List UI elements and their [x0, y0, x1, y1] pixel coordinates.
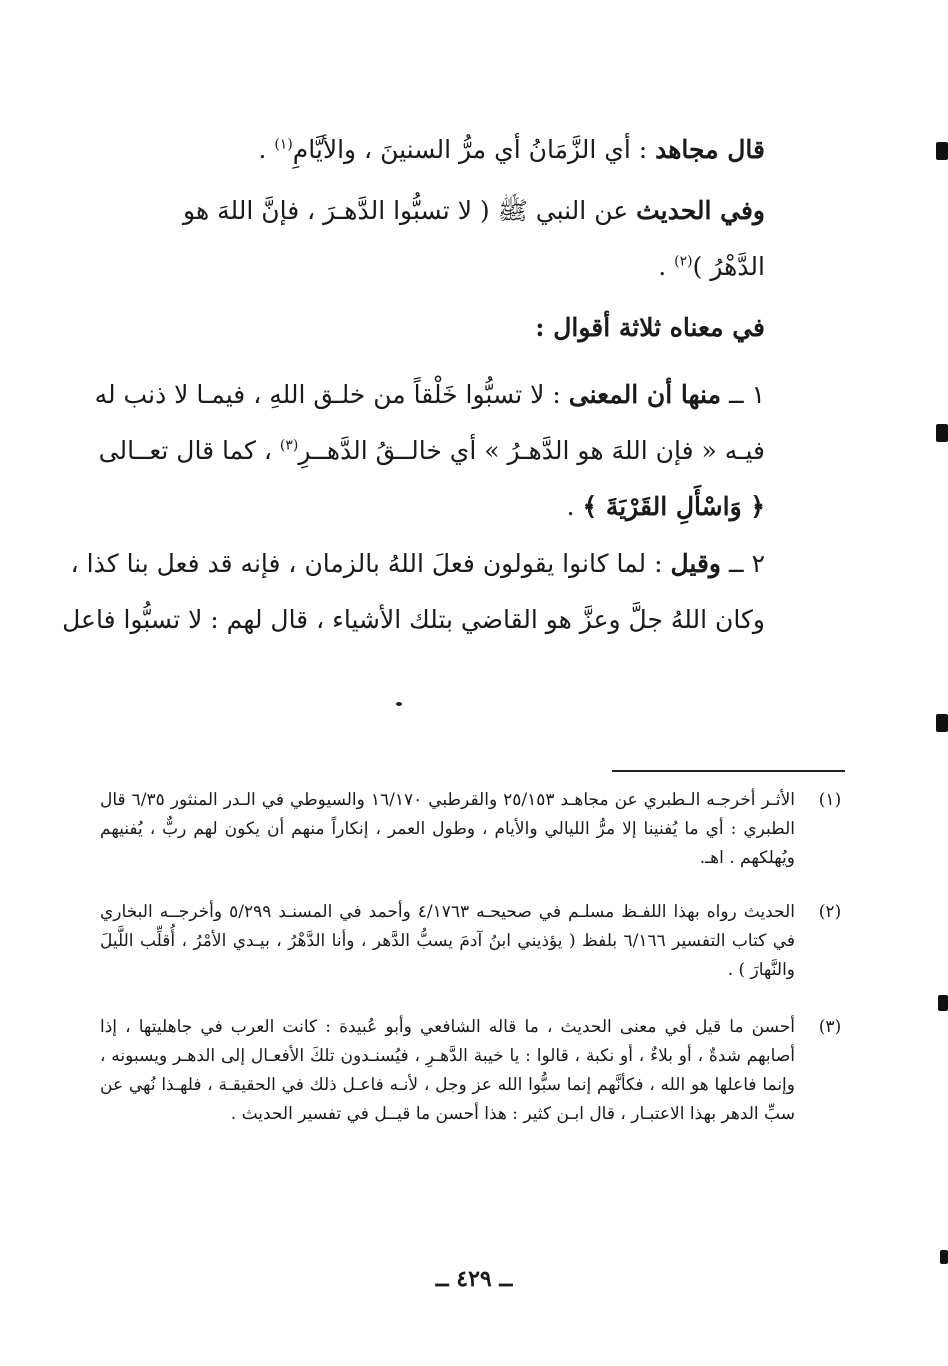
paragraph-hadith: وفي الحديث عن النبي ﷺ ( لا تسبُّوا الدَّهـرَ ، فإنَّ اللهَ هو الدَّهْرُ )$^{(٢)}$ .: [183, 196, 765, 281]
scan-edge-mark: [940, 1250, 948, 1264]
heading-text: في معناه ثلاثة أقوال :: [535, 313, 765, 342]
paragraph-text: الدَّهْرُ ): [692, 252, 765, 281]
paragraph-text: : أي الزَّمَانُ أي مرُّ السنينَ ، والأيَّامِ: [292, 135, 648, 164]
footnote-text: الحديث رواه بهذا اللفـظ مسلـم في صحيحـه ٤/١٧٦٣ وأحمد في المسنـد ٥/٢٩٩ وأخرجــه البخاري في كتاب التفسير ٦/١٦٦ بلفظ ( يؤذيني ابنُ آدمَ يسبُّ الدَّهر ، وأنا الدَّهْرُ ، بيـدي الأمْرُ ، أُقلِّب اللَّيلَ والنَّهارَ ) .: [100, 902, 795, 980]
scan-edge-mark: [936, 142, 948, 160]
paragraph-second-saying: [62, 536, 765, 648]
paragraph-first-saying: ١ ــ منها أن المعنى : لا تسبُّوا خَلْقاً من خلـق اللهِ ، فيمـا لا ذنب له فيـه « فإن اللهَ هو الدَّهـرُ » أي خالــقُ الدَّهــرِ$^{(٣)}$ ، كما قال تعــالى ﴿ وَاسْأَلِ القَرْيَةَ ﴾ .: [94, 380, 765, 521]
scan-edge-mark: [936, 714, 948, 732]
footnote-text: الأثـر أخرجـه الـطبري عن مجاهـد ٢٥/١٥٣ والقرطبي ١٦/١٧٠ والسيوطي في الـدر المنثور ٦/٣٥ قال الطبري : أي ما يُفنينا إلا مرُّ الليالي والأيام ، وطول العمر ، إنكاراً منهم أن يكون لهم ربٌّ ، يُفنيهم ويُهلكهم . اهـ.: [100, 790, 796, 868]
paragraph-text: : لا تسبُّوا خَلْقاً من خلـق اللهِ ، فيمـا لا ذنب له: [94, 380, 561, 409]
item-number: ٢ ــ: [728, 549, 765, 578]
lead-word: قال مجاهد: [655, 135, 765, 164]
paragraph-text: وكان اللهُ جلَّ وعزَّ هو القاضي بتلك الأشياء ، قال لهم : لا تسبُّوا فاعل: [62, 605, 765, 634]
lead-word: وفي الحديث: [636, 196, 765, 225]
footnote-number: (١): [818, 790, 842, 810]
paragraph-text: فيـه « فإن اللهَ هو الدَّهـرُ » أي خالــقُ الدَّهــرِ: [298, 436, 765, 465]
lead-word: منها أن المعنى: [568, 380, 721, 409]
footnote-1: [100, 786, 850, 873]
quran-verse: ﴿ وَاسْأَلِ القَرْيَةَ ﴾: [582, 492, 765, 521]
paragraph-text: عن النبي ﷺ ( لا تسبُّوا الدَّهـرَ ، فإنَّ اللهَ هو: [183, 196, 629, 225]
scan-edge-mark: [938, 995, 948, 1011]
page-number: ــ ٤٢٩ ــ: [435, 1266, 513, 1292]
lead-word: وقيل: [670, 549, 721, 578]
scan-edge-mark: [936, 424, 948, 442]
footnote-ref[interactable]: (٣): [279, 437, 299, 454]
footnote-number: (٣): [818, 1017, 842, 1037]
footnote-3: [100, 1013, 850, 1129]
section-heading: [95, 300, 765, 356]
paragraph-text: ، كما قال تعــالى: [98, 436, 272, 465]
item-number: ١ ــ: [728, 380, 765, 409]
footnote-number: (٢): [818, 902, 842, 922]
ink-dot: [396, 702, 402, 706]
footnote-text: أحسن ما قيل في معنى الحديث ، ما قاله الشافعي وأبو عُبيدة : كانت العرب في جاهليتها ، إذا أصابهم شدةٌ ، أو بلاءٌ ، أو نكبة ، قالوا : يا خيبة الدَّهـرِ ، فيُسنـدون تلكَ الأفعـال إلى الدهـر ويسبونه ، وإنما فاعلها هو الله ، فكأنَّهم إنما سبُّوا الله عز وجل ، لأنـه فاعـل ذلك في الحقيقـة ، فلهـذا نُهي عن سبِّ الدهر بهذا الاعتبـار ، قال ابـن كثير : هذا أحسن ما قيــل في تفسير الحديث .: [100, 1017, 795, 1124]
footnote-ref[interactable]: (١): [274, 136, 293, 153]
footnote-2: [100, 898, 850, 985]
footnote-ref[interactable]: (٢): [674, 253, 693, 270]
paragraph-text: : لما كانوا يقولون فعلَ اللهُ بالزمان ، فإنه قد فعل بنا كذا ،: [70, 549, 663, 578]
paragraph-mujahid: قال مجاهد : أي الزَّمَانُ أي مرُّ السنينَ ، والأيَّامِ$^{(١)}$ .: [258, 135, 765, 164]
footnote-divider: [612, 770, 845, 772]
